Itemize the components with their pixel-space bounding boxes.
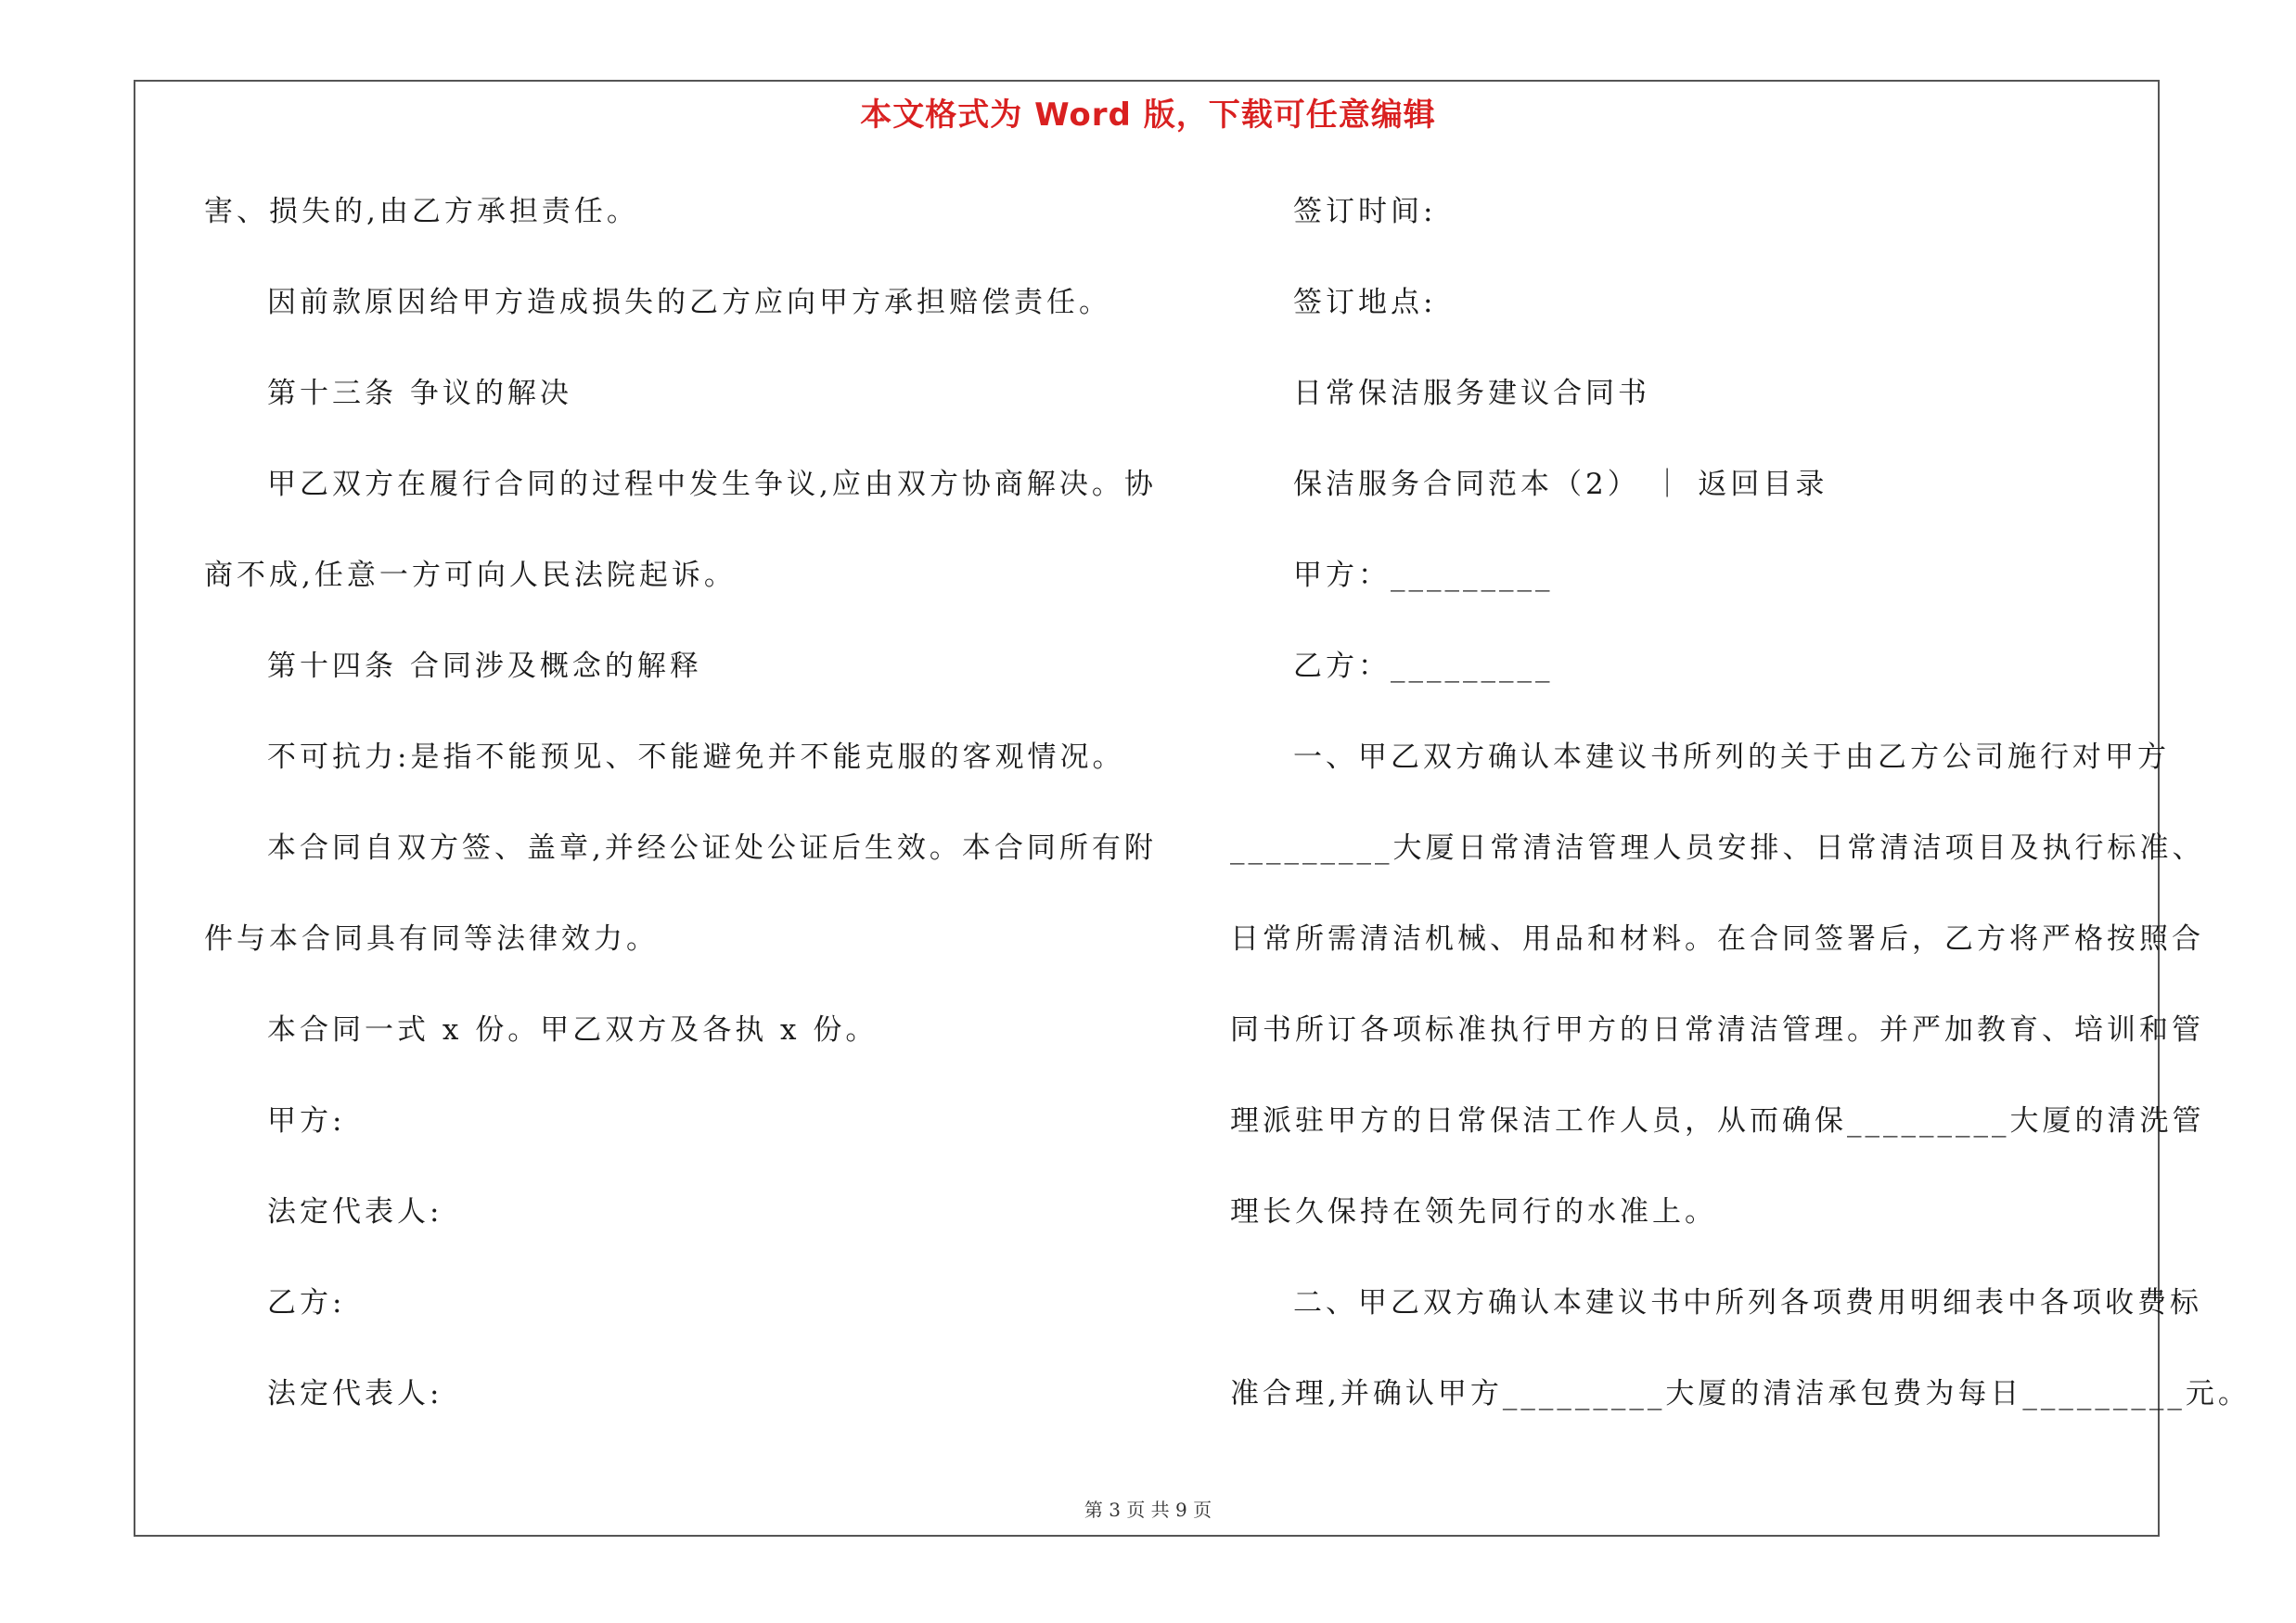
signature-label: 法定代表人:	[267, 1195, 443, 1229]
text-line: 理派驻甲方的日常保洁工作人员，从而确保_________大厦的清洗管	[1230, 1104, 2205, 1138]
page-number: 第 3 页 共 9 页	[1084, 1499, 1212, 1521]
text-line: 一、甲乙双方确认本建议书所列的关于由乙方公司施行对甲方	[1293, 741, 2170, 774]
text-line: 商不成,任意一方可向人民法院起诉。	[204, 559, 737, 592]
text-line: 日常所需清洁机械、用品和材料。在合同签署后，乙方将严格按照合	[1230, 922, 2204, 956]
section-heading: 第十四条 合同涉及概念的解释	[267, 650, 702, 683]
text-line: 二、甲乙双方确认本建议书中所列各项费用明细表中各项收费标	[1293, 1286, 2202, 1320]
document-title: 日常保洁服务建议合同书	[1293, 377, 1650, 410]
text-line: 甲乙双方在履行合同的过程中发生争议,应由双方协商解决。协	[267, 468, 1157, 501]
text-line: 件与本合同具有同等法律效力。	[204, 922, 659, 956]
signature-label: 法定代表人:	[267, 1377, 443, 1410]
text-line: 本合同一式 x 份。甲乙双方及各执 x 份。	[267, 1013, 879, 1047]
text-line: 本合同自双方签、盖章,并经公证处公证后生效。本合同所有附	[267, 831, 1157, 865]
editable-banner: 本文格式为 Word 版，下载可任意编辑	[860, 97, 1436, 134]
text-line: 准合理,并确认甲方_________大厦的清洁承包费为每日_________元。	[1230, 1377, 2251, 1410]
text-line: _________大厦日常清洁管理人员安排、日常清洁项目及执行标准、	[1230, 831, 2205, 865]
text-line: 因前款原因给甲方造成损失的乙方应向甲方承担赔偿责任。	[267, 286, 1111, 319]
text-line: 同书所订各项标准执行甲方的日常清洁管理。并严加教育、培训和管	[1230, 1013, 2204, 1047]
signature-label: 签订时间:	[1293, 195, 1437, 228]
text-line: 理长久保持在领先同行的水准上。	[1230, 1195, 1717, 1229]
party-b-field: 乙方：_________	[1293, 650, 1554, 683]
text-line: 不可抗力:是指不能预见、不能避免并不能克服的客观情况。	[267, 741, 1125, 774]
party-a-field: 甲方：_________	[1293, 559, 1554, 592]
signature-label: 甲方:	[267, 1104, 346, 1138]
signature-label: 签订地点:	[1293, 286, 1437, 319]
section-heading: 第十三条 争议的解决	[267, 377, 572, 410]
signature-label: 乙方:	[267, 1286, 346, 1320]
text-line: 害、损失的,由乙方承担责任。	[204, 195, 639, 228]
return-link[interactable]: 保洁服务合同范本（2） ｜ 返回目录	[1293, 468, 1828, 501]
